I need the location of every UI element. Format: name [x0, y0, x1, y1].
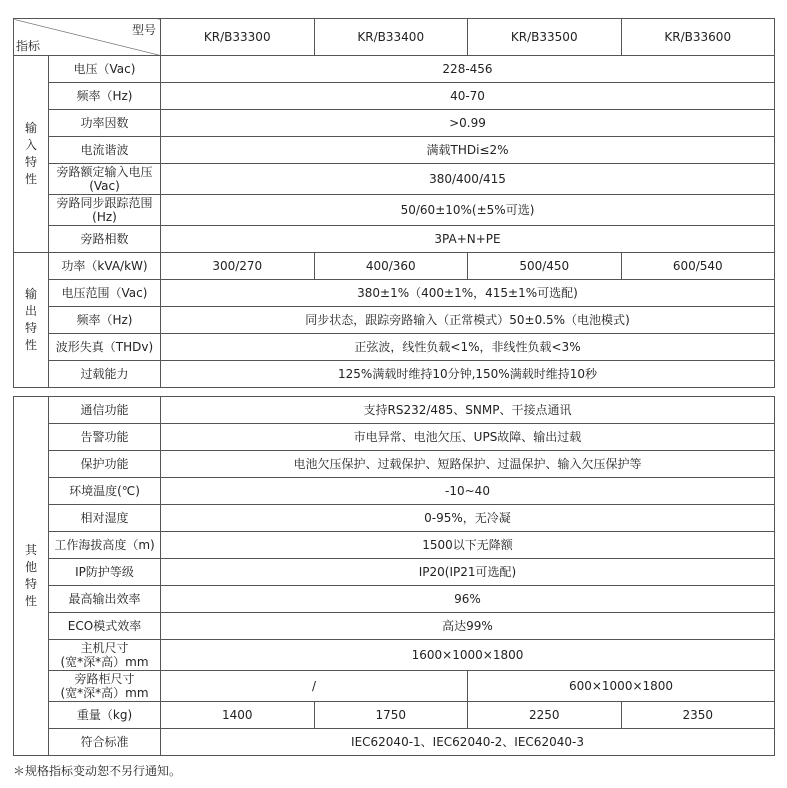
row-value: 125%满载时维持10分钟,150%满载时维持10秒	[161, 361, 775, 388]
power-value: 500/450	[468, 253, 622, 280]
row-label: 告警功能	[49, 424, 161, 451]
row-value: /	[161, 671, 468, 702]
row-value: 600×1000×1800	[468, 671, 775, 702]
row-value: 0-95%，无冷凝	[161, 505, 775, 532]
row-label: 功率因数	[49, 110, 161, 137]
row-value: 电池欠压保护、过载保护、短路保护、过温保护、输入欠压保护等	[161, 451, 775, 478]
weight-value: 2350	[621, 702, 775, 729]
weight-value: 2250	[468, 702, 622, 729]
row-label: 旁路柜尺寸 (宽*深*高）mm	[49, 671, 161, 702]
row-value: 380/400/415	[161, 164, 775, 195]
table-row	[14, 702, 775, 729]
row-value: 同步状态，跟踪旁路输入（正常模式）50±0.5%（电池模式)	[161, 307, 775, 334]
row-label: 电流谐波	[49, 137, 161, 164]
row-value: 96%	[161, 586, 775, 613]
power-value: 600/540	[621, 253, 775, 280]
table-row	[14, 226, 775, 253]
row-label: 符合标准	[49, 729, 161, 756]
row-label: 电压（Vac)	[49, 56, 161, 83]
power-value: 400/360	[314, 253, 468, 280]
row-value: 3PA+N+PE	[161, 226, 775, 253]
table-row	[14, 280, 775, 307]
row-value: 228-456	[161, 56, 775, 83]
row-value: 380±1%（400±1%，415±1%可选配)	[161, 280, 775, 307]
table-row	[14, 559, 775, 586]
table-row	[14, 532, 775, 559]
row-label: 过载能力	[49, 361, 161, 388]
row-value: 50/60±10%(±5%可选)	[161, 195, 775, 226]
row-label: 重量（kg)	[49, 702, 161, 729]
row-label: 通信功能	[49, 397, 161, 424]
table-row	[14, 613, 775, 640]
model-header: KR/B33500	[468, 19, 622, 56]
output-category-label: 输 出 特 性	[14, 253, 49, 388]
index-label: 指标	[16, 39, 41, 53]
row-label: 功率（kVA/kW)	[49, 253, 161, 280]
table-row	[14, 164, 775, 195]
table-row	[14, 307, 775, 334]
table-row	[14, 361, 775, 388]
footnote: ＊规格指标变动恕不另行通知。	[13, 764, 182, 778]
row-value: 正弦波，线性负载<1%，非线性负载<3%	[161, 334, 775, 361]
header-row	[14, 19, 775, 56]
row-label: 保护功能	[49, 451, 161, 478]
row-label: ECO模式效率	[49, 613, 161, 640]
other-category-label: 其 他 特 性	[14, 397, 49, 756]
table-row	[14, 83, 775, 110]
row-value: -10~40	[161, 478, 775, 505]
weight-value: 1750	[314, 702, 468, 729]
row-value: >0.99	[161, 110, 775, 137]
table-row	[14, 195, 775, 226]
table-row	[14, 253, 775, 280]
model-header: KR/B33300	[161, 19, 315, 56]
row-value: 市电异常、电池欠压、UPS故障、输出过载	[161, 424, 775, 451]
table-row	[14, 334, 775, 361]
row-value: 支持RS232/485、SNMP、干接点通讯	[161, 397, 775, 424]
row-value: 1600×1000×1800	[161, 640, 775, 671]
row-label: 波形失真（THDv)	[49, 334, 161, 361]
table-row	[14, 478, 775, 505]
table-row	[14, 729, 775, 756]
table-row	[14, 640, 775, 671]
row-label: 频率（Hz)	[49, 83, 161, 110]
row-value: 40-70	[161, 83, 775, 110]
table-row	[14, 424, 775, 451]
row-value: IEC62040-1、IEC62040-2、IEC62040-3	[161, 729, 775, 756]
table-row	[14, 586, 775, 613]
table-row	[14, 451, 775, 478]
table-row	[14, 110, 775, 137]
row-label: 旁路额定输入电压 (Vac)	[49, 164, 161, 195]
spec-table-part2	[13, 396, 775, 756]
row-label: 最高输出效率	[49, 586, 161, 613]
row-label: 环境温度(℃)	[49, 478, 161, 505]
header-diagonal-cell	[14, 19, 161, 56]
input-category-label: 输 入 特 性	[14, 56, 49, 253]
row-value: 1500以下无降额	[161, 532, 775, 559]
table-row	[14, 505, 775, 532]
model-header: KR/B33400	[314, 19, 468, 56]
model-label: 型号	[131, 23, 156, 37]
table-row	[14, 397, 775, 424]
row-label: 电压范围（Vac)	[49, 280, 161, 307]
weight-value: 1400	[161, 702, 315, 729]
row-value: 高达99%	[161, 613, 775, 640]
row-label: IP防护等级	[49, 559, 161, 586]
power-value: 300/270	[161, 253, 315, 280]
row-label: 主机尺寸 (宽*深*高）mm	[49, 640, 161, 671]
row-label: 旁路相数	[49, 226, 161, 253]
model-header: KR/B33600	[621, 19, 775, 56]
table-row	[14, 137, 775, 164]
spec-table-part1	[13, 18, 775, 388]
row-label: 工作海拔高度（m)	[49, 532, 161, 559]
row-value: 满载THDi≤2%	[161, 137, 775, 164]
row-label: 频率（Hz)	[49, 307, 161, 334]
row-label: 旁路同步跟踪范围 (Hz)	[49, 195, 161, 226]
table-row	[14, 671, 775, 702]
row-label: 相对湿度	[49, 505, 161, 532]
row-value: IP20(IP21可选配)	[161, 559, 775, 586]
table-row	[14, 56, 775, 83]
